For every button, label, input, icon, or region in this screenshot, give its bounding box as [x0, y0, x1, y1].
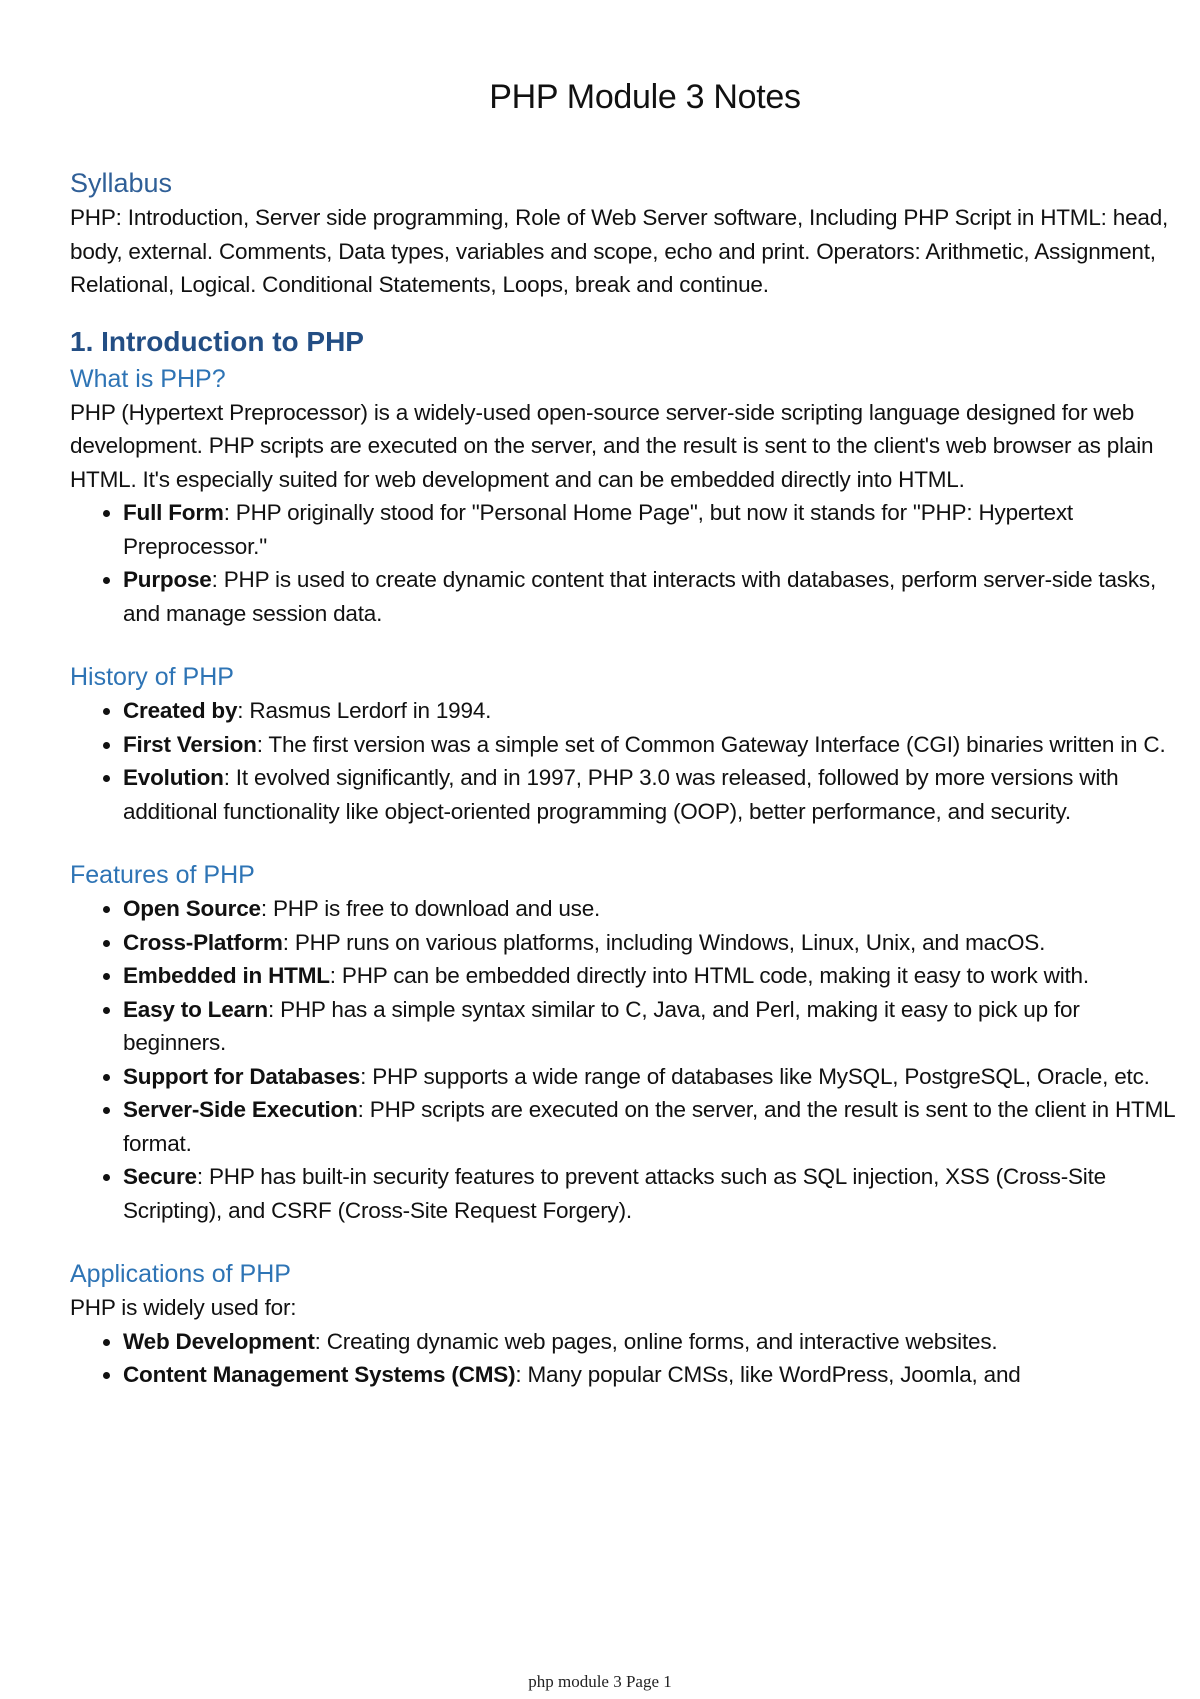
list-item-text: : PHP is used to create dynamic content that interacts with databases, perform server-side tasks, and manage session data. — [123, 567, 1157, 626]
features-heading: Features of PHP — [70, 861, 255, 889]
what-is-php-heading: What is PHP? — [70, 364, 226, 393]
list-item-term: Cross-Platform — [123, 929, 283, 955]
list-item — [123, 728, 1180, 762]
list-item-text: : PHP can be embedded directly into HTML code, making it easy to work with. — [329, 963, 1089, 988]
list-item-term: Evolution — [123, 765, 224, 790]
document-page — [70, 70, 1180, 1392]
applications-heading: Applications of PHP — [70, 1260, 291, 1288]
list-item-term: Embedded in HTML — [123, 963, 330, 988]
list-item-text: : PHP originally stood for "Personal Home Page", but now it stands for "PHP: Hypertext Preprocessor." — [123, 500, 1073, 559]
history-heading: History of PHP — [70, 663, 234, 691]
list-item — [123, 959, 1180, 993]
list-item-text: : PHP supports a wide range of databases like MySQL, PostgreSQL, Oracle, etc. — [360, 1063, 1150, 1089]
list-item — [123, 496, 1180, 563]
list-item-text: : Rasmus Lerdorf in 1994. — [237, 698, 492, 723]
applications-intro: PHP is widely used for: — [70, 1295, 297, 1320]
history-list — [70, 694, 1180, 828]
list-item — [123, 892, 1180, 926]
list-item — [123, 694, 1180, 728]
applications-list — [70, 1325, 1180, 1392]
list-item-text: : PHP has built-in security features to prevent attacks such as SQL injection, XSS (Cross-Site Scripting), and CSRF (Cross-Site Request Forgery). — [123, 1164, 1106, 1223]
list-item-term: First Version — [123, 731, 257, 757]
what-is-php-text: PHP (Hypertext Preprocessor) is a widely-used open-source server-side scripting language designed for web development. PHP scripts are executed on the server, and the result is sent to the client's web browser as plain HTML. It's especially suited for web development and can be embedded directly into HTML. — [70, 399, 1154, 492]
list-item-text: : Many popular CMSs, like WordPress, Joomla, and — [515, 1362, 1021, 1387]
list-item-term: Content Management Systems (CMS) — [123, 1362, 516, 1387]
list-item — [123, 1358, 1180, 1392]
list-item — [123, 1160, 1180, 1227]
page-footer: php module 3 Page 1 — [528, 1672, 672, 1691]
list-item-term: Created by — [123, 698, 238, 723]
list-item-term: Easy to Learn — [123, 996, 268, 1022]
syllabus-text: PHP: Introduction, Server side programming, Role of Web Server software, Including PHP Script in HTML: head, body, external. Comments, Data types, variables and scope, echo and print. Operators: Arithmetic, Assignment, Relational, Logical. Conditional Statements, Loops, break and continue. — [70, 205, 1169, 297]
list-item-term: Web Development — [123, 1328, 315, 1354]
list-item-text: : PHP is free to download and use. — [260, 896, 601, 921]
list-item-term: Secure — [123, 1164, 197, 1189]
list-item-text: : PHP scripts are executed on the server, and the result is sent to the client in HTML format. — [123, 1097, 1175, 1156]
list-item-term: Purpose — [123, 567, 212, 592]
list-item-term: Support for Databases — [123, 1063, 361, 1089]
list-item-term: Open Source — [123, 896, 261, 921]
page-title: PHP Module 3 Notes — [489, 78, 801, 116]
list-item — [123, 1060, 1180, 1094]
section-1-heading: 1. Introduction to PHP — [70, 325, 364, 357]
list-item — [123, 926, 1180, 960]
syllabus-heading: Syllabus — [70, 168, 173, 198]
list-item-text: : Creating dynamic web pages, online forms, and interactive websites. — [314, 1328, 998, 1354]
list-item — [123, 993, 1180, 1060]
list-item-text: : PHP runs on various platforms, including Windows, Linux, Unix, and macOS. — [282, 929, 1046, 955]
what-is-php-list — [70, 496, 1180, 630]
list-item-term: Full Form — [123, 500, 224, 525]
list-item — [123, 563, 1180, 630]
list-item — [123, 761, 1180, 828]
list-item-text: : PHP has a simple syntax similar to C, Java, and Perl, making it easy to pick up for beginners. — [123, 996, 1080, 1055]
list-item — [123, 1093, 1180, 1160]
features-list — [70, 892, 1180, 1227]
list-item-text: : The first version was a simple set of Common Gateway Interface (CGI) binaries written in C. — [256, 731, 1166, 757]
list-item-term: Server-Side Execution — [123, 1097, 358, 1122]
list-item — [123, 1325, 1180, 1359]
list-item-text: : It evolved significantly, and in 1997, PHP 3.0 was released, followed by more versions with additional functionality like object-oriented programming (OOP), better performance, and security. — [123, 765, 1119, 824]
